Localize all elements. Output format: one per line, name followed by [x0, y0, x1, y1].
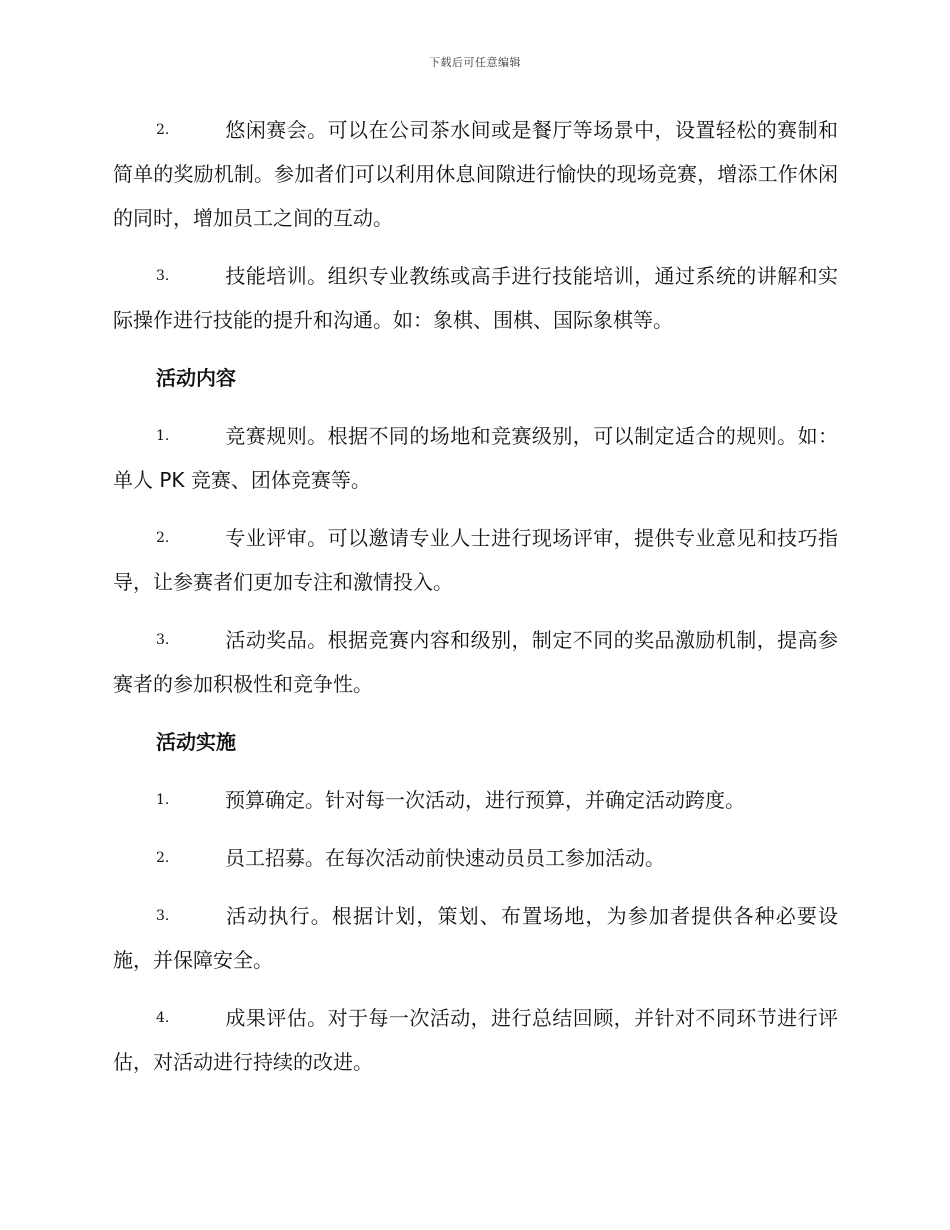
list-text: 竞赛规则。根据不同的场地和竞赛级别，可以制定适合的规则。如：单人 PK 竞赛、团体竞赛等。 [113, 424, 838, 492]
list-text: 员工招募。在每次活动前快速动员员工参加活动。 [225, 846, 665, 870]
section-heading-activity-content: 活动内容 [156, 366, 236, 390]
list-text: 悠闲赛会。可以在公司茶水间或是餐厅等场景中，设置轻松的赛制和简单的奖励机制。参加者们可以利用休息间隙进行愉快的现场竞赛，增添工作休闲的同时，增加员工之间的互动。 [113, 118, 838, 230]
list-number: 3. [156, 908, 170, 924]
list-item-2 [113, 108, 838, 240]
list-item-4 [113, 996, 838, 1084]
list-item-2 [113, 516, 838, 604]
list-item-3 [113, 618, 838, 706]
list-item-3 [113, 254, 838, 342]
document-body [113, 108, 838, 1098]
list-text: 活动执行。根据计划，策划、布置场地，为参加者提供各种必要设施，并保障安全。 [113, 904, 838, 972]
list-text: 专业评审。可以邀请专业人士进行现场评审，提供专业意见和技巧指导，让参赛者们更加专注和激情投入。 [113, 526, 838, 594]
list-text: 活动奖品。根据竞赛内容和级别，制定不同的奖品激励机制，提高参赛者的参加积极性和竞争性。 [113, 628, 838, 696]
list-number: 3. [156, 632, 170, 648]
list-item-3 [113, 894, 838, 982]
list-number: 4. [156, 1010, 170, 1026]
list-number: 2. [156, 530, 170, 546]
list-text: 技能培训。组织专业教练或高手进行技能培训，通过系统的讲解和实际操作进行技能的提升和沟通。如：象棋、围棋、国际象棋等。 [113, 264, 838, 332]
list-item-1 [113, 414, 838, 502]
list-item-2 [113, 836, 838, 880]
list-number: 1. [156, 428, 170, 444]
list-text: 成果评估。对于每一次活动，进行总结回顾，并针对不同环节进行评估，对活动进行持续的改进。 [113, 1006, 838, 1074]
section-heading-activity-implementation: 活动实施 [156, 730, 236, 754]
list-number: 3. [156, 268, 170, 284]
list-item-1 [113, 778, 838, 822]
list-text: 预算确定。针对每一次活动，进行预算，并确定活动跨度。 [225, 788, 745, 812]
list-number: 1. [156, 792, 170, 808]
header-note: 下载后可任意编辑 [429, 56, 521, 69]
list-number: 2. [156, 122, 170, 138]
list-number: 2. [156, 850, 170, 866]
